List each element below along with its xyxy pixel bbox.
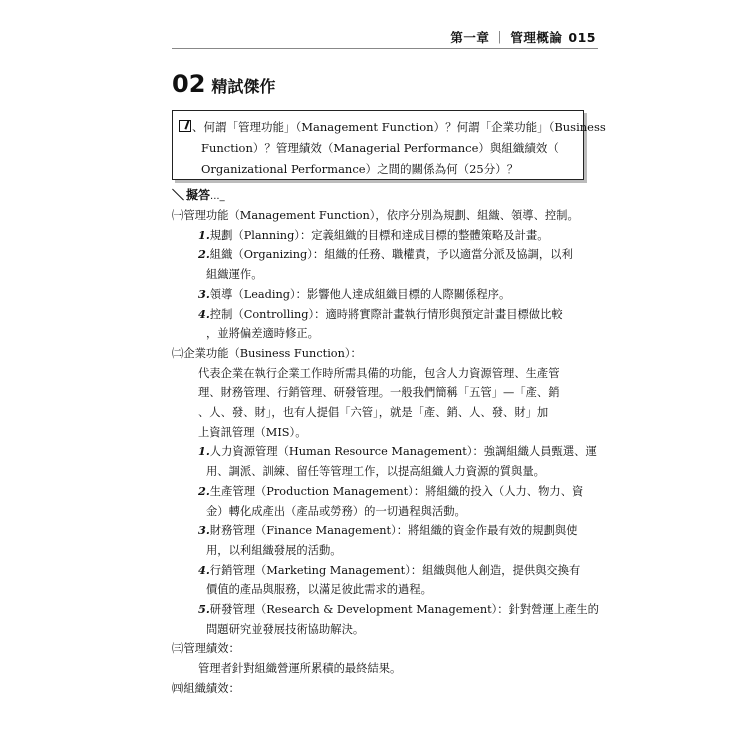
question-line-2: Function）？管理績效（Managerial Performance）與組織績效（ bbox=[201, 141, 559, 155]
list-item-continuation: 組織運作。 bbox=[206, 268, 263, 282]
chapter-label: 第一章 bbox=[450, 30, 490, 45]
section-4-marker: ㈣ bbox=[172, 681, 184, 695]
paragraph-line: 理、財務管理、行銷管理、研發管理。一般我們簡稱「五管」—「產、銷 bbox=[198, 386, 560, 400]
chapter-title: 管理概論 bbox=[510, 30, 563, 45]
section-1-heading bbox=[172, 206, 592, 226]
answer-label bbox=[172, 186, 225, 203]
answer-body bbox=[172, 206, 599, 699]
item-text: 行銷管理（Marketing Management）：組織與他人創造，提供與交換有 bbox=[209, 563, 581, 577]
list-item-continuation: ，並將偏差適時修正。 bbox=[206, 327, 319, 341]
item-number: 4. bbox=[198, 306, 210, 321]
paragraph-line: 上資訊管理（MIS）。 bbox=[198, 425, 307, 439]
item-number: 3. bbox=[198, 286, 210, 301]
running-header bbox=[450, 28, 596, 46]
section-2-heading-text: 企業功能（Business Function）： bbox=[183, 346, 362, 360]
list-item-continuation: 價值的產品與服務，以滿足彼此需求的過程。 bbox=[206, 583, 432, 597]
list-item bbox=[172, 561, 592, 581]
section-4-heading-text: 組織績效： bbox=[183, 681, 240, 695]
answer-label-text: 擬答 bbox=[186, 188, 211, 202]
header-separator: ｜ bbox=[493, 30, 507, 45]
list-item-continuation: 用，以利組織發展的活動。 bbox=[206, 543, 342, 557]
item-text: 規劃（Planning）：定義組織的目標和達成目標的整體策略及計畫。 bbox=[209, 228, 549, 242]
section-2-heading bbox=[172, 344, 592, 364]
item-number: 1. bbox=[198, 227, 210, 242]
item-text: 財務管理（Finance Management）：將組織的資金作最有效的規劃與使 bbox=[209, 524, 578, 538]
item-number: 2. bbox=[198, 247, 210, 262]
list-item-continuation: 問題研究並發展技術協助解決。 bbox=[206, 622, 365, 636]
page-number: 015 bbox=[568, 30, 596, 45]
list-item bbox=[172, 226, 592, 246]
section-heading: 精試傑作 bbox=[211, 77, 276, 96]
list-item-continuation: 用、調派、訓練、留任等管理工作，以提高組織人力資源的質與量。 bbox=[206, 465, 545, 479]
paragraph-line: 管理者針對組織營運所累積的最終結果。 bbox=[198, 662, 402, 676]
item-text: 人力資源管理（Human Resource Management）：強調組織人員甄選、運 bbox=[209, 445, 597, 459]
list-item bbox=[172, 305, 592, 325]
section-2-marker: ㈡ bbox=[172, 346, 184, 360]
item-number: 3. bbox=[198, 523, 210, 538]
item-text: 研發管理（Research & Development Management）：針對營運上產生的 bbox=[209, 603, 599, 617]
answer-label-tail: ..._ bbox=[210, 191, 225, 202]
item-text: 生產管理（Production Management）：將組織的投入（人力、物力、資 bbox=[209, 484, 584, 498]
question-box bbox=[172, 110, 606, 180]
item-text: 領導（Leading）：影響他人達成組織目標的人際關係程序。 bbox=[209, 287, 511, 301]
section-4-heading bbox=[172, 679, 592, 699]
question-text-1: 、何謂「管理功能」（Management Function）？何謂「企業功能」（Business bbox=[192, 120, 606, 134]
section-3-heading-text: 管理績效： bbox=[183, 642, 240, 656]
section-number: 02 bbox=[172, 70, 206, 98]
question-line-3: Organizational Performance）之間的關係為何（25分）？ bbox=[201, 162, 519, 176]
list-item bbox=[172, 521, 592, 541]
list-item bbox=[172, 285, 592, 305]
paragraph-line: 、人、發、財」，也有人提倡「六管」，就是「產、銷、人、發、財」加 bbox=[198, 406, 549, 420]
list-item-continuation: 金）轉化成產出（產品或勞務）的一切過程與活動。 bbox=[206, 504, 466, 518]
item-number: 1. bbox=[198, 444, 210, 459]
item-number: 5. bbox=[198, 602, 210, 617]
paragraph-line: 代表企業在執行企業工作時所需具備的功能，包含人力資源管理、生產管 bbox=[198, 366, 560, 380]
section-title bbox=[172, 70, 275, 98]
item-text: 控制（Controlling）：適時將實際計畫執行情形與預定計畫目標做比較 bbox=[209, 307, 563, 321]
question-line-1 bbox=[179, 117, 606, 138]
section-1-heading-text: 管理功能（Management Function），依序分別為規劃、組織、領導、控制。 bbox=[183, 209, 579, 222]
checkbox-icon bbox=[179, 120, 191, 132]
header-rule bbox=[172, 48, 598, 49]
item-number: 2. bbox=[198, 483, 210, 498]
section-3-heading bbox=[172, 639, 592, 659]
list-item bbox=[172, 600, 599, 620]
answer-slash-icon: ＼ bbox=[172, 188, 185, 202]
list-item bbox=[172, 245, 592, 265]
item-number: 4. bbox=[198, 562, 210, 577]
section-1-marker: ㈠ bbox=[172, 209, 184, 222]
item-text: 組織（Organizing）：組織的任務、職權責，予以適當分派及協調，以利 bbox=[209, 248, 573, 262]
list-item bbox=[172, 442, 597, 462]
list-item bbox=[172, 482, 592, 502]
section-3-marker: ㈢ bbox=[172, 642, 184, 656]
